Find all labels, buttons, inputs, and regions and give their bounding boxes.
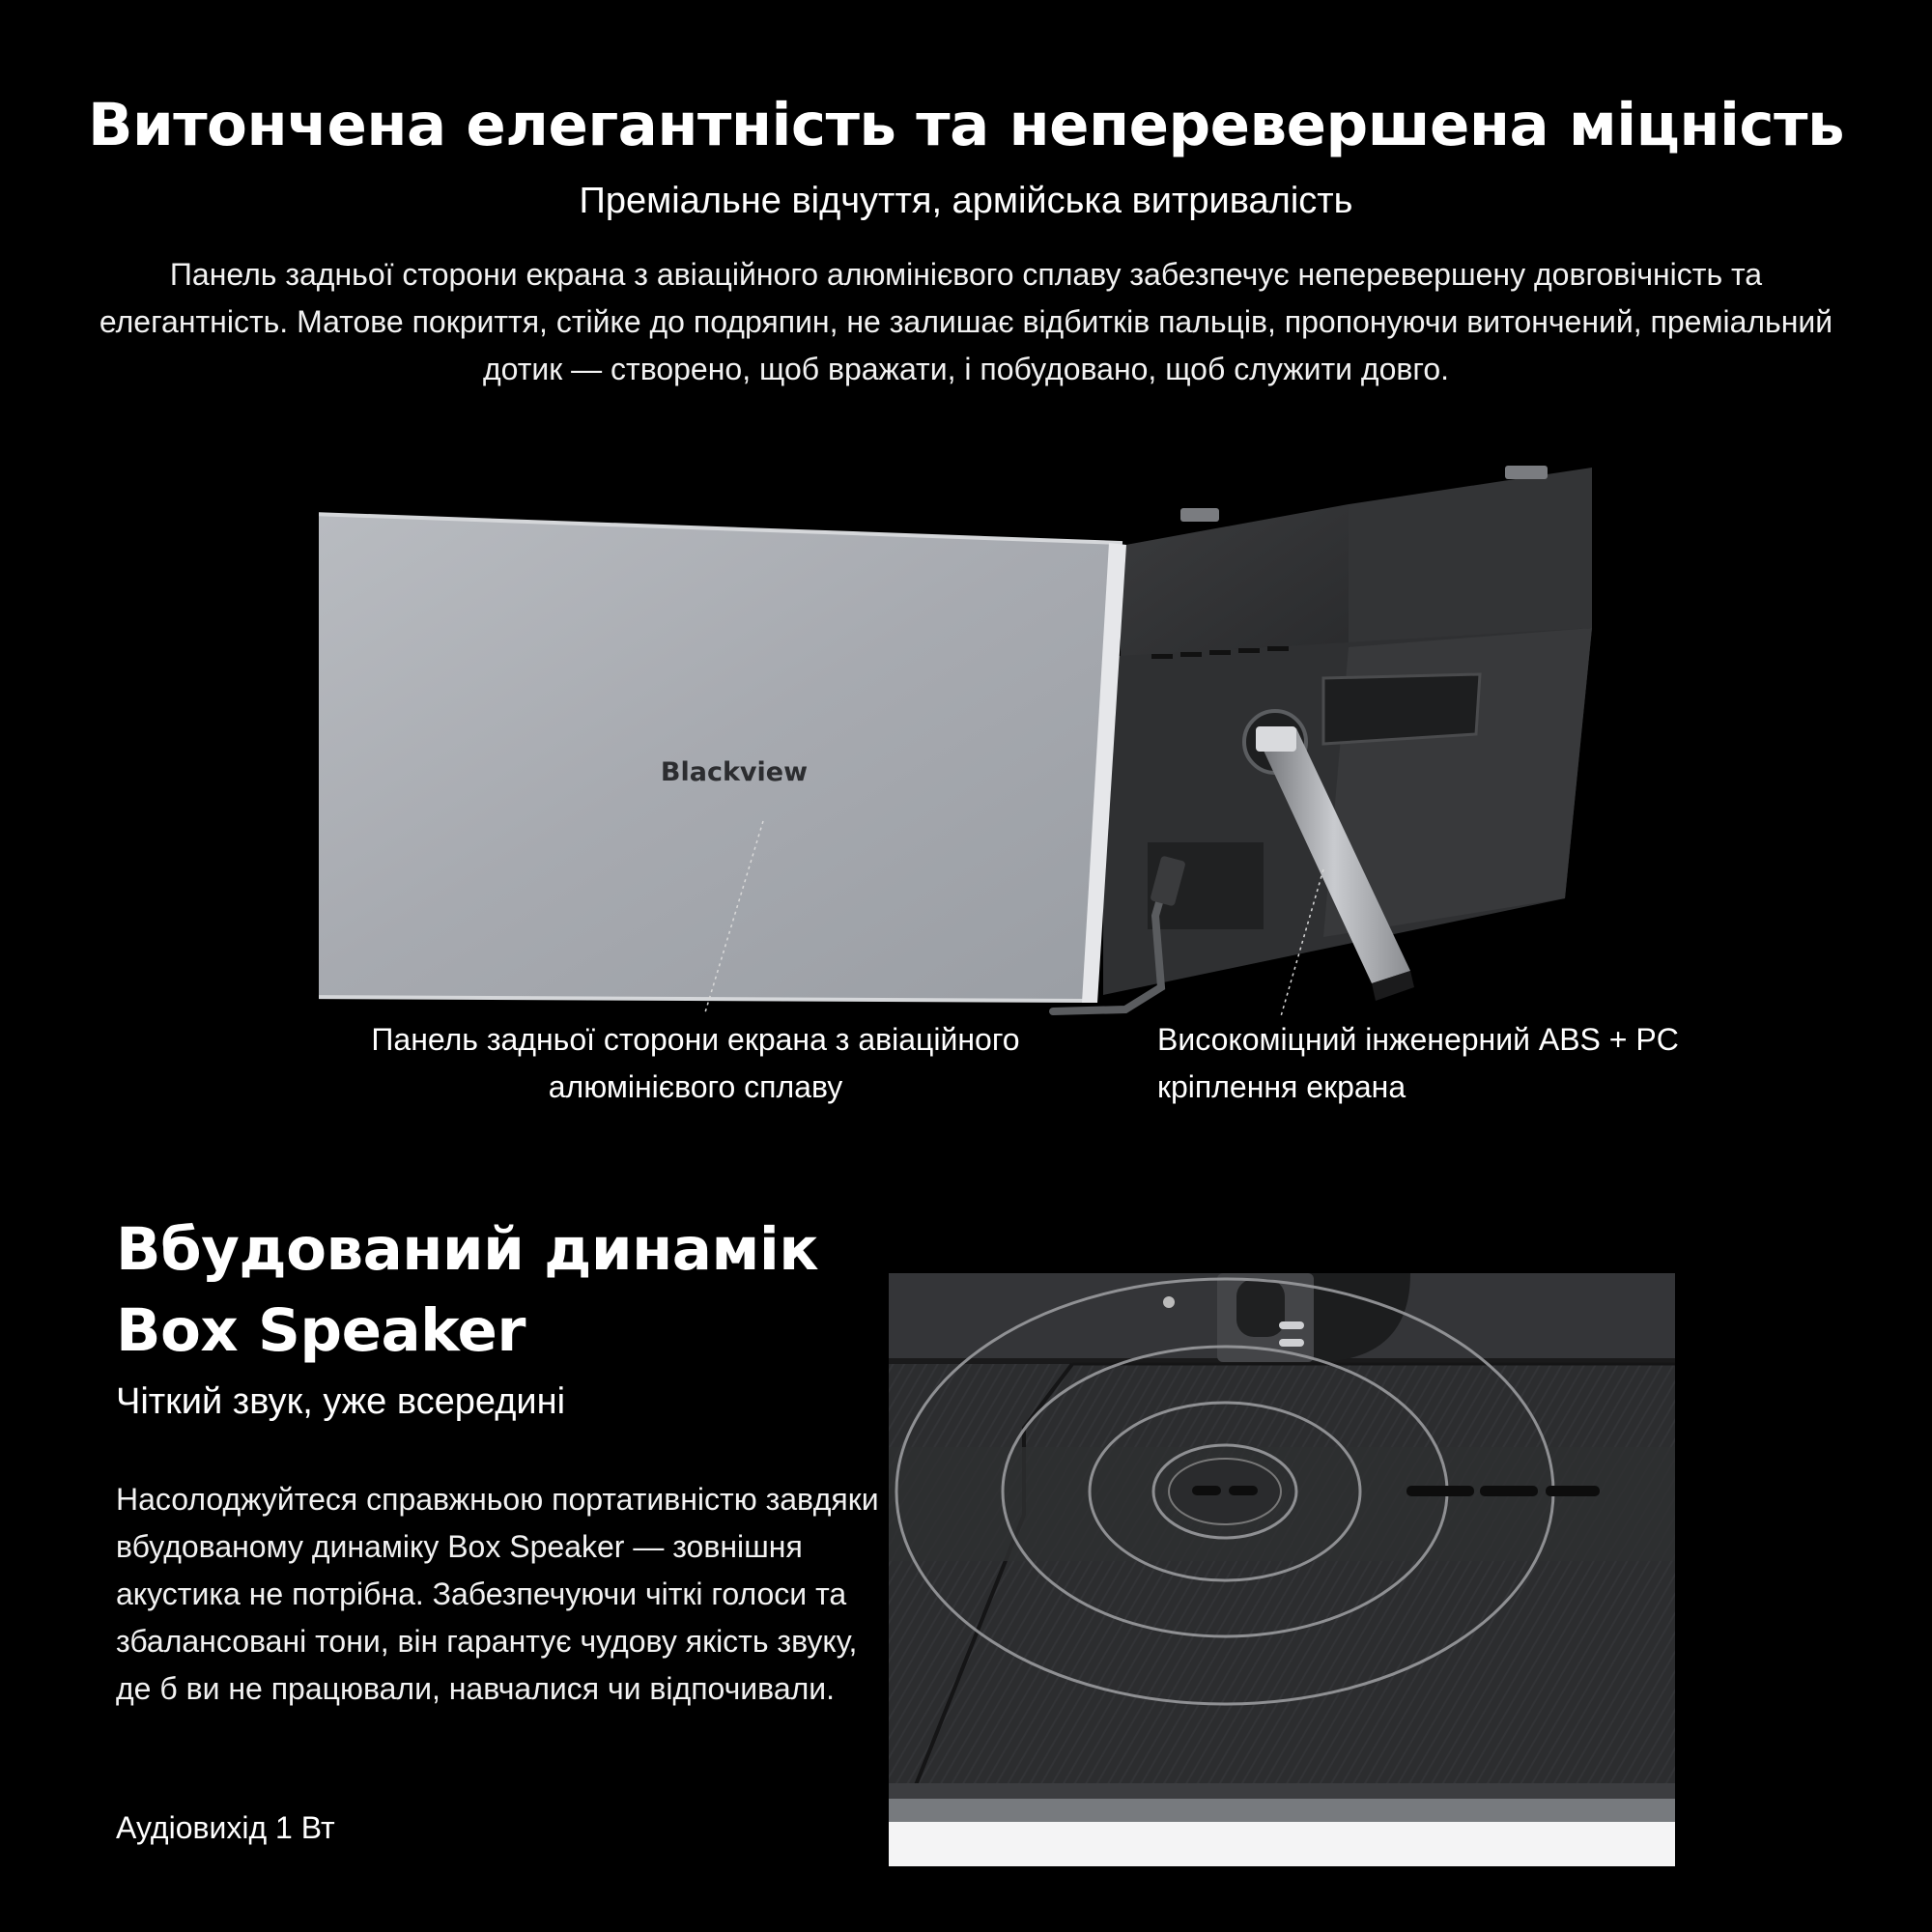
speaker-description: Насолоджуйтеся справжньою портативністю завдяки вбудованому динаміку Box Speaker — зовнішня акустика не потрібна. Забезпечуючи чіткі голоси та збалансовані тони, він гарантує чудову якість звуку, де б ви не працювали, навчалися чи відпочивали. bbox=[116, 1482, 879, 1706]
brand-logo: Blackview bbox=[660, 757, 809, 787]
speaker-closeup-image bbox=[889, 1273, 1675, 1866]
hero-subtitle: Преміальне відчуття, армійська витривалість bbox=[579, 181, 1353, 221]
product-illustration bbox=[319, 454, 1613, 1024]
caption-mount-material: Високоміцний інженерний ABS + PC кріплення екрана bbox=[1157, 1022, 1679, 1104]
speaker-title: Вбудований динамік Box Speaker bbox=[116, 1215, 819, 1365]
caption-aluminium-panel: Панель задньої сторони екрана з авіаційного алюмінієвого сплаву bbox=[371, 1022, 1020, 1104]
hero-description: Панель задньої сторони екрана з авіаційного алюмінієвого сплаву забезпечує неперевершену довговічність та елегантність. Матове покриття, стійке до подряпин, не залишає відбитків пальців, пропонуючи витончений, преміальний дотик — створено, щоб вражати, і побудовано, щоб служити довго. bbox=[99, 257, 1833, 386]
aluminium-back-panel bbox=[319, 514, 1126, 1003]
hero-title: Витончена елегантність та неперевершена міцність bbox=[87, 91, 1845, 159]
speaker-spec: Аудіовихід 1 Вт bbox=[116, 1810, 335, 1845]
speaker-subtitle: Чіткий звук, уже всередині bbox=[116, 1381, 566, 1422]
